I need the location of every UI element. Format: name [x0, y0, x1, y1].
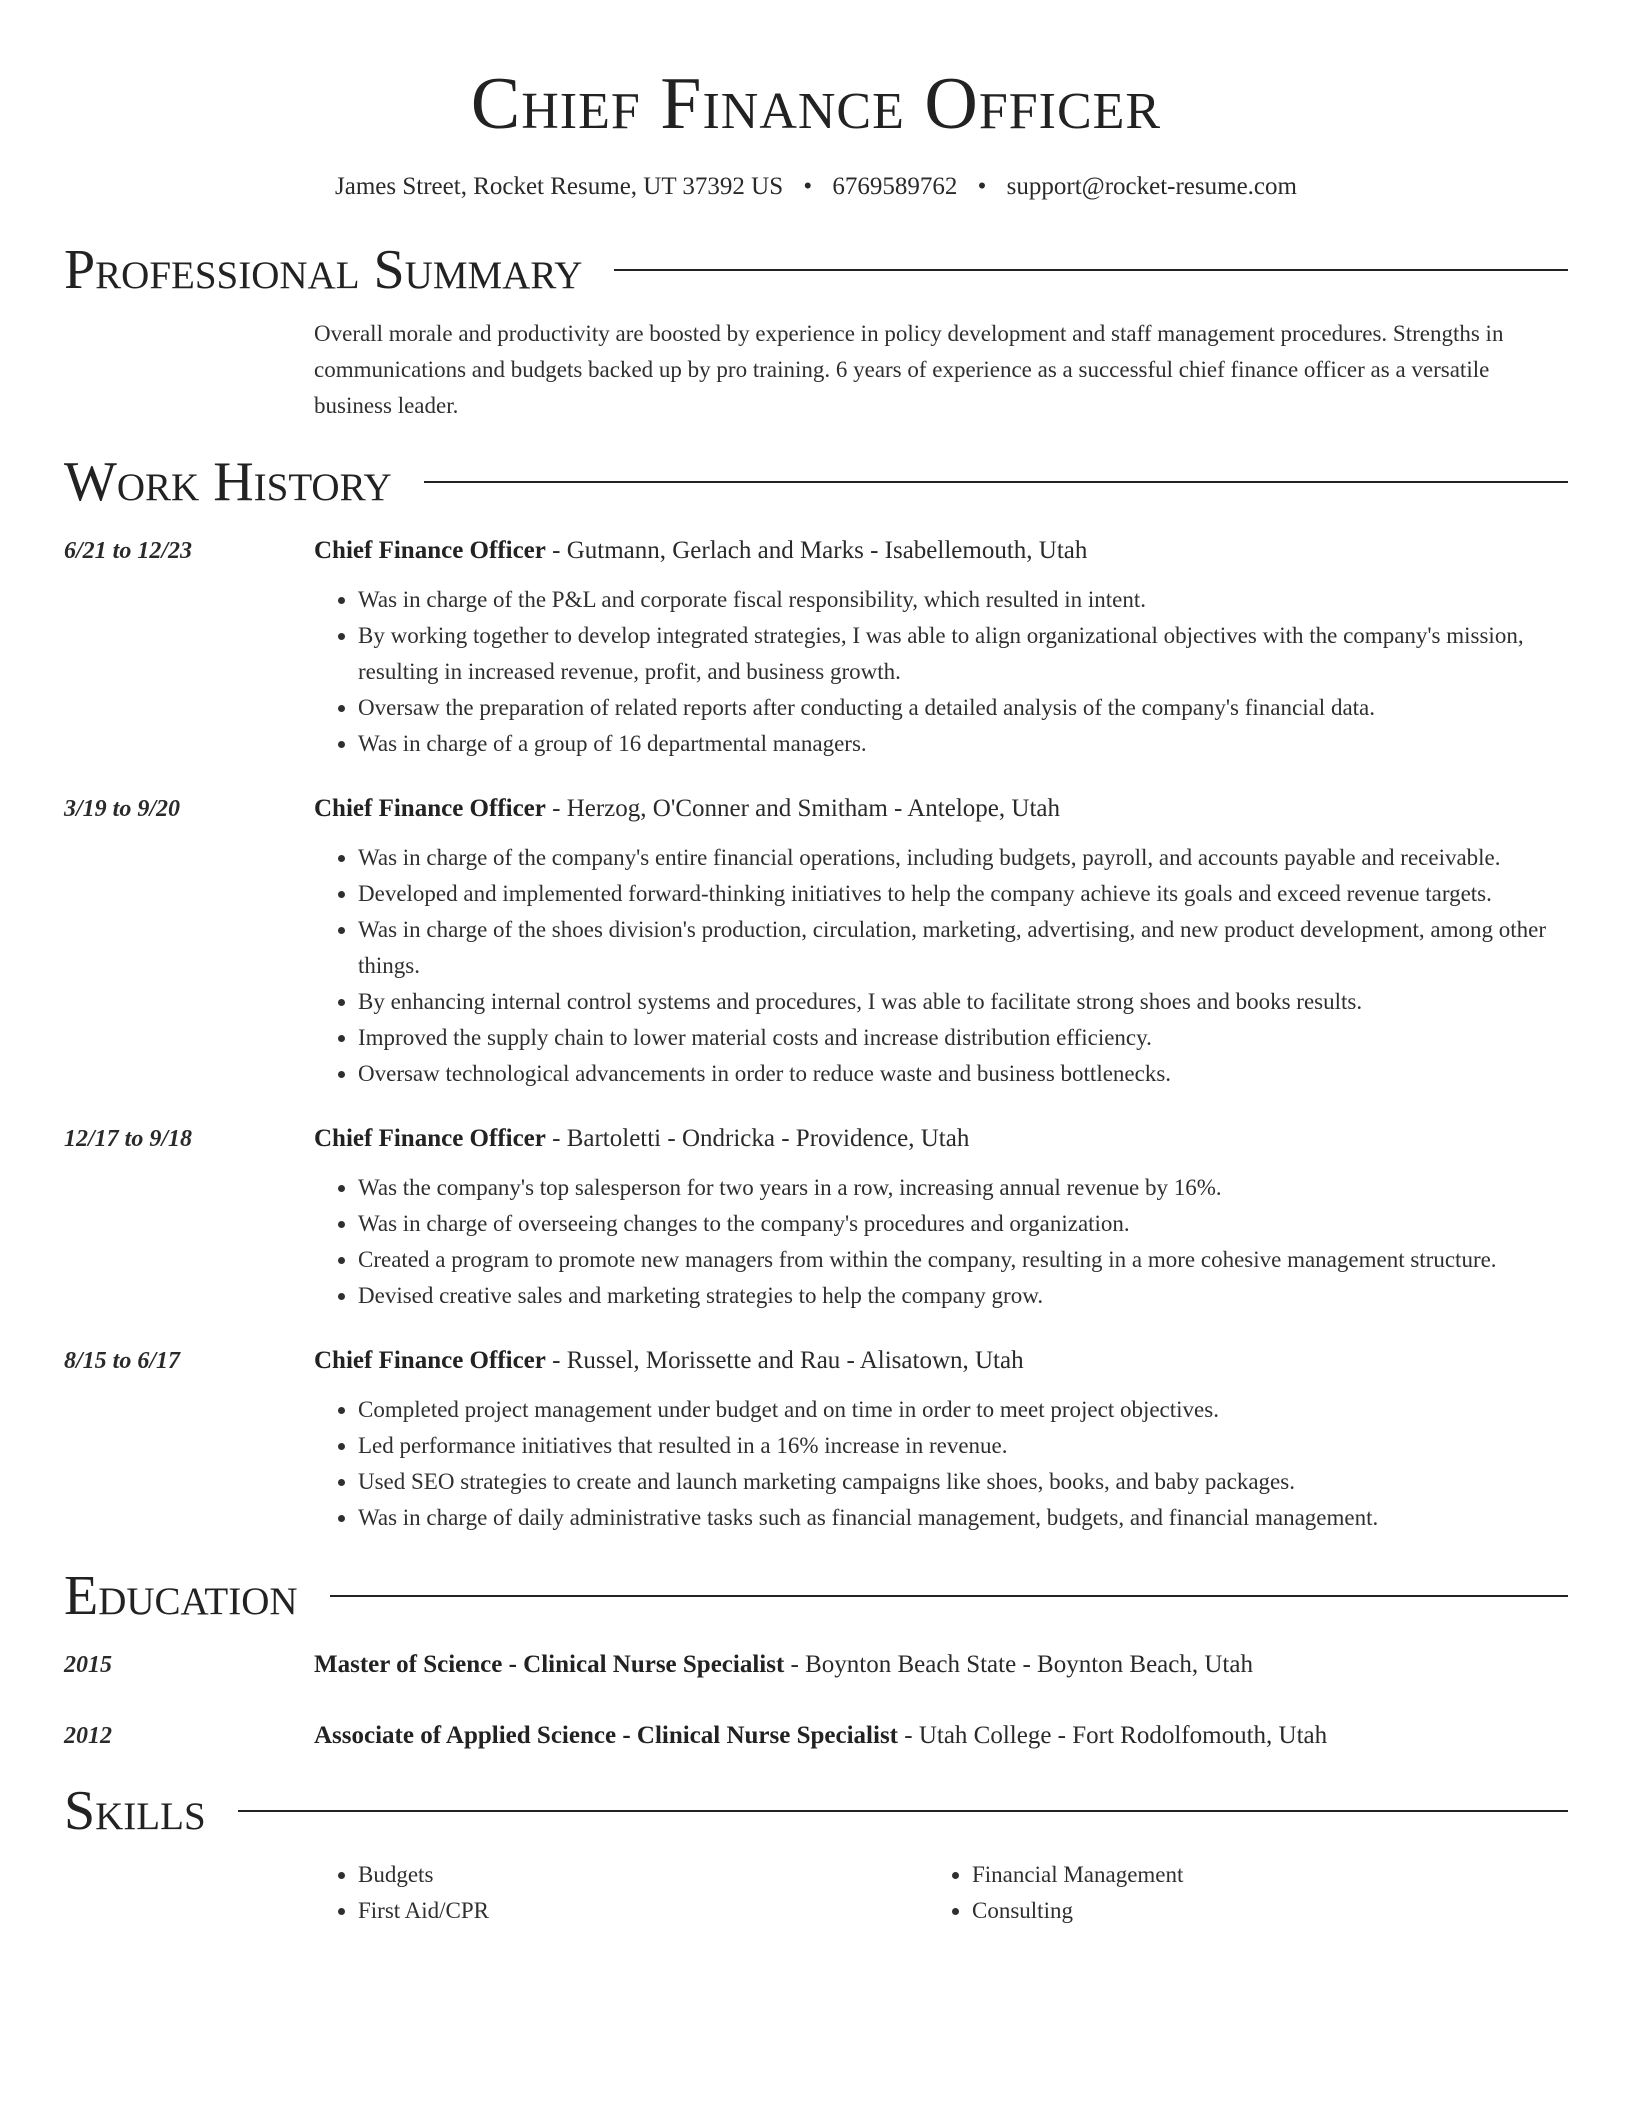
job-heading	[314, 792, 1568, 826]
list-item: • Created a program to promote new managers from within the company, resulting in a more cohesive management structure.	[358, 1242, 1568, 1278]
job-dates: 12/17 to 9/18	[64, 1126, 193, 1152]
education-degree: Master of Science - Clinical Nurse Specialist	[314, 1651, 785, 1678]
education-heading-line	[314, 1719, 1327, 1753]
job-role: Chief Finance Officer	[314, 537, 546, 564]
list-item: • Improved the supply chain to lower material costs and increase distribution efficiency.	[358, 1020, 1568, 1056]
work-history-heading	[64, 450, 1568, 514]
list-item: • Oversaw the preparation of related reports after conducting a detailed analysis of the company's financial data.	[358, 690, 1568, 726]
job-entry	[64, 1344, 1568, 1536]
job-bullets	[314, 840, 1568, 1092]
summary-heading	[64, 238, 1568, 302]
skills-heading	[64, 1779, 1568, 1843]
education-year: 2012	[64, 1723, 112, 1749]
education-details: - Boynton Beach State - Boynton Beach, Utah	[784, 1651, 1253, 1678]
job-role: Chief Finance Officer	[314, 795, 546, 822]
job-heading	[314, 1122, 1568, 1156]
skills-list	[314, 1857, 1568, 1929]
list-item: • By enhancing internal control systems and procedures, I was able to facilitate strong shoes and books results.	[358, 984, 1568, 1020]
list-item: • Completed project management under budget and on time in order to meet project objectives.	[358, 1392, 1568, 1428]
job-bullets	[314, 582, 1568, 762]
job-dates: 8/15 to 6/17	[64, 1348, 181, 1374]
education-entry	[64, 1719, 1568, 1753]
list-item: • Was in charge of the company's entire financial operations, including budgets, payroll, and accounts payable and receivable.	[358, 840, 1568, 876]
education-heading	[64, 1564, 1568, 1628]
list-item: • First Aid/CPR	[358, 1893, 928, 1929]
list-item: • Led performance initiatives that resulted in a 16% increase in revenue.	[358, 1428, 1568, 1464]
job-entry	[64, 1122, 1568, 1314]
contact-address: James Street, Rocket Resume, UT 37392 US	[335, 173, 784, 200]
job-dates: 6/21 to 12/23	[64, 538, 193, 564]
section-divider	[614, 269, 1568, 271]
job-details: - Russel, Morissette and Rau - Alisatown, Utah	[545, 1347, 1024, 1374]
contact-line	[64, 170, 1568, 204]
skills-column-left	[314, 1857, 928, 1929]
job-role: Chief Finance Officer	[314, 1347, 546, 1374]
list-item: • Was in charge of daily administrative tasks such as financial management, budgets, and financial management.	[358, 1500, 1568, 1536]
list-item: • Was the company's top salesperson for two years in a row, increasing annual revenue by 16%.	[358, 1170, 1568, 1206]
list-item: • Was in charge of the P&L and corporate fiscal responsibility, which resulted in intent.	[358, 582, 1568, 618]
list-item: • By working together to develop integrated strategies, I was able to align organizational objectives with the company's mission, resulting in increased revenue, profit, and business growth.	[358, 618, 1568, 690]
job-dates: 3/19 to 9/20	[64, 796, 181, 822]
job-heading	[314, 1344, 1568, 1378]
list-item: • Budgets	[358, 1857, 928, 1893]
job-entry	[64, 792, 1568, 1092]
job-body	[314, 1344, 1568, 1536]
list-item: • Devised creative sales and marketing strategies to help the company grow.	[358, 1278, 1568, 1314]
work-history-heading-label: Work History	[64, 451, 392, 513]
job-details: - Herzog, O'Conner and Smitham - Antelope, Utah	[545, 795, 1060, 822]
contact-separator: •	[977, 173, 987, 200]
education-heading-label: Education	[64, 1565, 298, 1627]
education-entry	[64, 1648, 1568, 1682]
section-divider	[330, 1595, 1568, 1597]
resume-name: Chief Finance Officer	[470, 63, 1162, 145]
education-details: - Utah College - Fort Rodolfomouth, Utah	[898, 1722, 1328, 1749]
skills-column-right	[928, 1857, 1542, 1929]
job-body	[314, 1122, 1568, 1314]
job-body	[314, 534, 1568, 762]
contact-email: support@rocket-resume.com	[1006, 173, 1297, 200]
list-item: • Used SEO strategies to create and launch marketing campaigns like shoes, books, and baby packages.	[358, 1464, 1568, 1500]
section-divider	[424, 481, 1568, 483]
list-item: • Financial Management	[972, 1857, 1542, 1893]
list-item: • Was in charge of a group of 16 departmental managers.	[358, 726, 1568, 762]
job-heading	[314, 534, 1568, 568]
job-details: - Bartoletti - Ondricka - Providence, Utah	[545, 1125, 970, 1152]
job-bullets	[314, 1170, 1568, 1314]
list-item: • Was in charge of the shoes division's production, circulation, marketing, advertising, and new product development, among other things.	[358, 912, 1568, 984]
skills-heading-label: Skills	[64, 1780, 206, 1842]
education-degree: Associate of Applied Science - Clinical Nurse Specialist	[314, 1722, 898, 1749]
list-item: • Oversaw technological advancements in order to reduce waste and business bottlenecks.	[358, 1056, 1568, 1092]
job-entry	[64, 534, 1568, 762]
summary-heading-label: Professional Summary	[64, 239, 583, 301]
section-divider	[238, 1810, 1568, 1812]
job-role: Chief Finance Officer	[314, 1125, 546, 1152]
summary-text: Overall morale and productivity are boosted by experience in policy development and staff management procedures. Strengths in communications and budgets backed up by pro training. 6 years of experience as a successful chief finance officer as a versatile business leader.	[314, 321, 1504, 418]
education-heading-line	[314, 1648, 1253, 1682]
list-item: • Developed and implemented forward-thinking initiatives to help the company achieve its goals and exceed revenue targets.	[358, 876, 1568, 912]
list-item: • Was in charge of overseeing changes to the company's procedures and organization.	[358, 1206, 1568, 1242]
education-year: 2015	[64, 1652, 112, 1678]
job-details: - Gutmann, Gerlach and Marks - Isabellemouth, Utah	[545, 537, 1088, 564]
list-item: • Consulting	[972, 1893, 1542, 1929]
contact-separator: •	[803, 173, 813, 200]
job-body	[314, 792, 1568, 1092]
job-bullets	[314, 1392, 1568, 1536]
contact-phone: 6769589762	[832, 173, 958, 200]
